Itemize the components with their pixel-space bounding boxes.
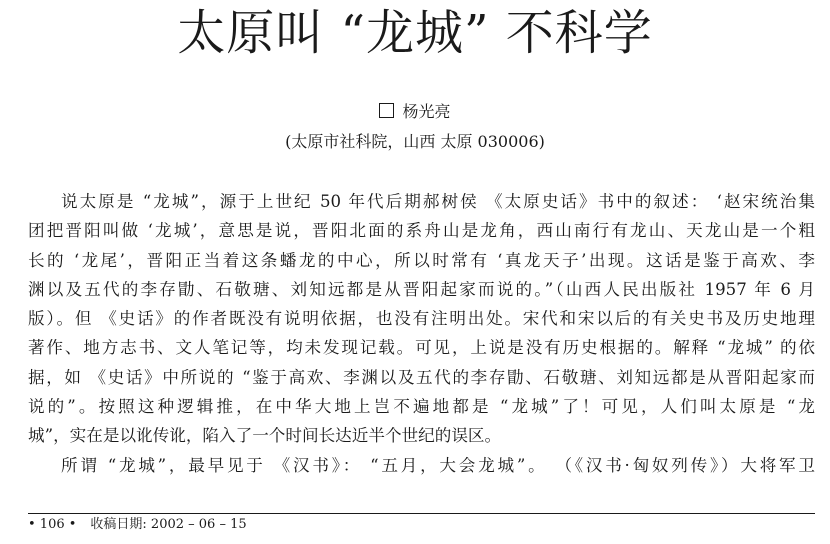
page-number: • 106 • [28, 517, 77, 532]
body-line: 著作、地方志书、文人笔记等，均未发现记载。可见，上说是没有历史根据的。解释 “龙城” 的依 [28, 338, 815, 358]
article-body [28, 187, 815, 480]
body-line: 长的 ‘龙尾’，晋阳正当着这条蟠龙的中心，所以时常有 ‘真龙天子’出现。这话是鉴于高欢、李 [28, 250, 815, 270]
body-line: 据，如 《史话》中所说的 “鉴于高欢、李渊以及五代的李存勖、石敬瑭、刘知远都是从晋阳起家而 [28, 367, 815, 387]
article-title: 太原叫 “龙城” 不科学 [177, 5, 653, 61]
footer-divider [28, 513, 815, 514]
author-line [0, 100, 830, 124]
body-line: 渊以及五代的李存勖、石敬瑭、刘知远都是从晋阳起家而说的。”（山西人民出版社 1957 年 6 月 [28, 279, 815, 299]
body-line: 版）。但 《史话》的作者既没有说明依据，也没有注明出处。宋代和宋以后的有关史书及历史地理 [28, 309, 815, 329]
body-line: 城”，实在是以讹传讹，陷入了一个时间长达近半个世纪的误区。 [28, 426, 502, 446]
body-line: 所谓 “龙城”，最早见于 《汉书》： “五月，大会龙城”。 （《汉书·匈奴列传》）大将军卫 [61, 455, 815, 475]
author-name: 杨光亮 [402, 102, 451, 121]
body-line: 说太原是 “龙城”，源于上世纪 50 年代后期郝树侯 《太原史话》书中的叙述： ‘赵宋统治集 [61, 192, 815, 211]
page-footer [28, 515, 247, 535]
received-date: 收稿日期: 2002 – 06 – 15 [90, 517, 247, 532]
author-affiliation: (太原市社科院，山西 太原 030006) [285, 132, 545, 151]
square-box-icon [379, 103, 394, 118]
body-line: 团把晋阳叫做 ‘龙城’，意思是说，晋阳北面的系舟山是龙角，西山南行有龙山、天龙山是一个粗 [28, 221, 815, 241]
body-line: 说的”。按照这种逻辑推，在中华大地上岂不遍地都是 “龙城”了！可见，人们叫太原是 “龙 [28, 397, 815, 417]
